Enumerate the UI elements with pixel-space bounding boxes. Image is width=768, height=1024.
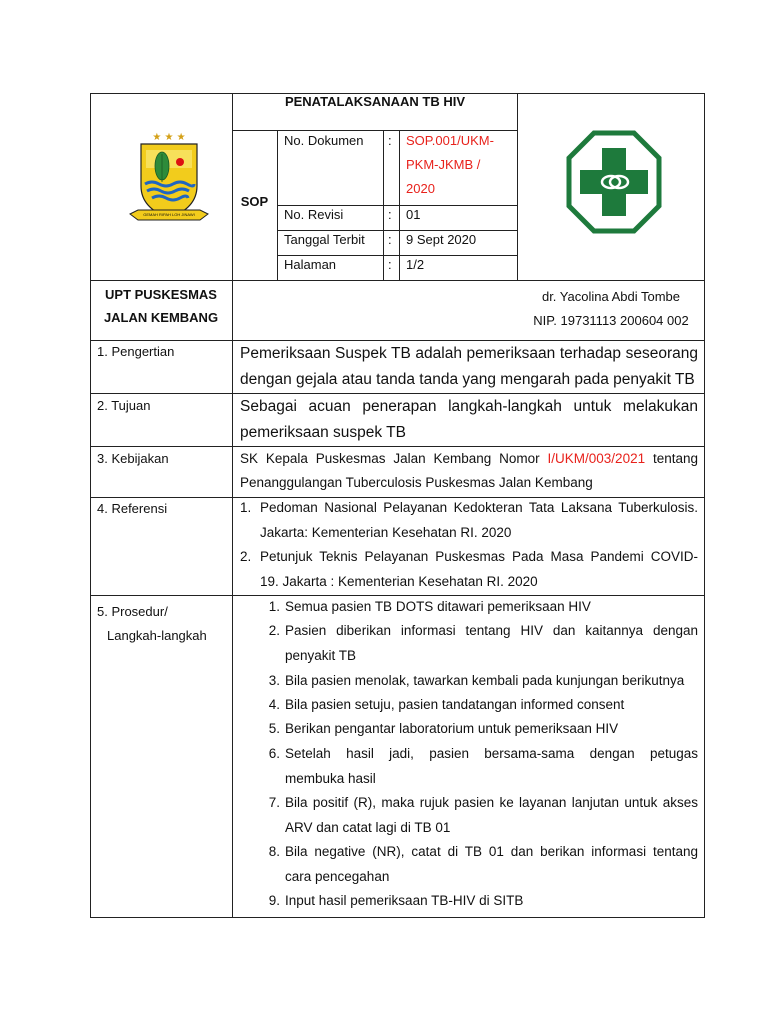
prosedur-line1: Bila pasien menolak, tawarkan kembali pada kunjungan berikutnya bbox=[285, 673, 685, 688]
kebijakan-ref-number: I/UKM/003/2021 bbox=[547, 451, 646, 466]
section-label-prosedur bbox=[97, 600, 207, 648]
kebijakan-text: SK Kepala Puskesmas Jalan Kembang Nomor bbox=[240, 451, 548, 466]
prosedur-line2: membuka hasil bbox=[285, 770, 376, 786]
svg-text:★ ★ ★: ★ ★ ★ bbox=[152, 132, 186, 143]
signatory-block bbox=[518, 286, 704, 334]
prosedur-line1: Berikan pengantar laboratorium untuk pemeriksaan HIV bbox=[285, 721, 619, 736]
meta-value-tanggal-terbit: 9 Sept 2020 bbox=[406, 232, 477, 247]
meta-label-tanggal-terbit: Tanggal Terbit bbox=[284, 232, 365, 247]
section-label-tujuan: 2. Tujuan bbox=[97, 398, 151, 413]
prosedur-num: 4. bbox=[268, 697, 280, 712]
prosedur-num: 7. bbox=[268, 795, 280, 810]
referensi-line2: Jakarta: Kementerian Kesehatan RI. 2020 bbox=[260, 524, 512, 540]
org-name: UPT PUSKESMAS JALAN KEMBANG bbox=[103, 287, 219, 325]
signatory-nip: NIP. 19731113 200604 002 bbox=[533, 313, 689, 328]
meta-sep: : bbox=[388, 207, 392, 222]
prosedur-line1: Pasien diberikan informasi tentang HIV dan kaitannya dengan bbox=[285, 623, 698, 638]
referensi-line1: Pedoman Nasional Pelayanan Kedokteran Tata Laksana Tuberkulosis. bbox=[260, 500, 698, 515]
section-label-referensi: 4. Referensi bbox=[97, 501, 168, 516]
tujuan-line2: pemeriksaan suspek TB bbox=[240, 424, 406, 441]
prosedur-line2: cara pencegahan bbox=[285, 868, 390, 884]
logo-ribbon-text: GEMAH RIPAH LOH JINAWI bbox=[143, 212, 195, 217]
prosedur-label-line1: 5. Prosedur/ bbox=[97, 604, 168, 619]
prosedur-line1: Semua pasien TB DOTS ditawari pemeriksaan HIV bbox=[285, 599, 591, 614]
puskesmas-logo bbox=[566, 130, 662, 234]
meta-value-no-dokumen-line1: SOP.001/UKM- bbox=[406, 133, 494, 148]
meta-value-no-dokumen-line3: 2020 bbox=[406, 181, 435, 196]
prosedur-line2: ARV dan catat lagi di TB 01 bbox=[285, 819, 451, 835]
sop-label: SOP bbox=[240, 194, 269, 209]
meta-value-no-dokumen-line2: PKM-JKMB / bbox=[406, 157, 481, 172]
regional-logo bbox=[128, 128, 210, 232]
tujuan-line1: Sebagai acuan penerapan langkah-langkah untuk melakukan bbox=[240, 398, 698, 415]
referensi-item bbox=[240, 545, 698, 594]
prosedur-item bbox=[240, 840, 698, 889]
prosedur-line1: Bila negative (NR), catat di TB 01 dan berikan informasi tentang bbox=[285, 844, 698, 859]
section-label-kebijakan: 3. Kebijakan bbox=[97, 451, 169, 466]
section-label-pengertian: 1. Pengertian bbox=[97, 344, 175, 359]
prosedur-num: 2. bbox=[268, 623, 280, 638]
prosedur-item bbox=[240, 595, 698, 620]
prosedur-line2: penyakit TB bbox=[285, 647, 357, 663]
prosedur-num: 3. bbox=[268, 673, 280, 688]
prosedur-label-line2: Langkah-langkah bbox=[107, 628, 207, 643]
prosedur-item bbox=[240, 791, 698, 840]
prosedur-num: 6. bbox=[268, 746, 280, 761]
document-title: PENATALAKSANAAN TB HIV bbox=[284, 94, 466, 109]
prosedur-item bbox=[240, 619, 698, 668]
meta-label-halaman: Halaman bbox=[284, 257, 337, 272]
prosedur-line1: Setelah hasil jadi, pasien bersama-sama dengan petugas bbox=[285, 746, 698, 761]
referensi-item bbox=[240, 496, 698, 545]
prosedur-item bbox=[240, 717, 698, 742]
meta-sep: : bbox=[388, 133, 392, 148]
pengertian-line2: dengan gejala atau tanda tanda yang mengarah pada penyakit TB bbox=[240, 371, 695, 388]
prosedur-item bbox=[240, 669, 698, 694]
puskesmas-cross-icon bbox=[566, 130, 662, 234]
kebijakan-text-post: tentang bbox=[645, 451, 698, 466]
prosedur-num: 5. bbox=[268, 721, 280, 736]
referensi-num: 2. bbox=[240, 549, 252, 564]
kebijakan-line1 bbox=[240, 447, 698, 471]
prosedur-item bbox=[240, 742, 698, 791]
meta-sep: : bbox=[388, 257, 392, 272]
prosedur-item bbox=[240, 889, 698, 914]
meta-sep: : bbox=[388, 232, 392, 247]
meta-value-halaman: 1/2 bbox=[406, 257, 425, 272]
prosedur-line1: Bila pasien setuju, pasien tandatangan informed consent bbox=[285, 697, 625, 712]
referensi-num: 1. bbox=[240, 500, 252, 515]
kebijakan-line2: Penanggulangan Tuberculosis Puskesmas Jalan Kembang bbox=[240, 475, 593, 490]
prosedur-num: 9. bbox=[268, 893, 280, 908]
prosedur-num: 1. bbox=[268, 599, 280, 614]
prosedur-line1: Bila positif (R), maka rujuk pasien ke layanan lanjutan untuk akses bbox=[285, 795, 698, 810]
meta-value-no-revisi: 01 bbox=[406, 207, 421, 222]
referensi-line1: Petunjuk Teknis Pelayanan Puskesmas Pada Masa Pandemi COVID- bbox=[260, 549, 698, 564]
meta-label-no-dokumen: No. Dokumen bbox=[284, 133, 364, 148]
prosedur-line1: Input hasil pemeriksaan TB-HIV di SITB bbox=[285, 893, 524, 908]
signatory-name: dr. Yacolina Abdi Tombe bbox=[541, 289, 681, 304]
pengertian-line1: Pemeriksaan Suspek TB adalah pemeriksaan terhadap seseorang bbox=[240, 345, 698, 362]
prosedur-num: 8. bbox=[268, 844, 280, 859]
referensi-line2: 19. Jakarta : Kementerian Kesehatan RI. 2020 bbox=[260, 573, 538, 589]
prosedur-item bbox=[240, 693, 698, 718]
meta-label-no-revisi: No. Revisi bbox=[284, 207, 344, 222]
